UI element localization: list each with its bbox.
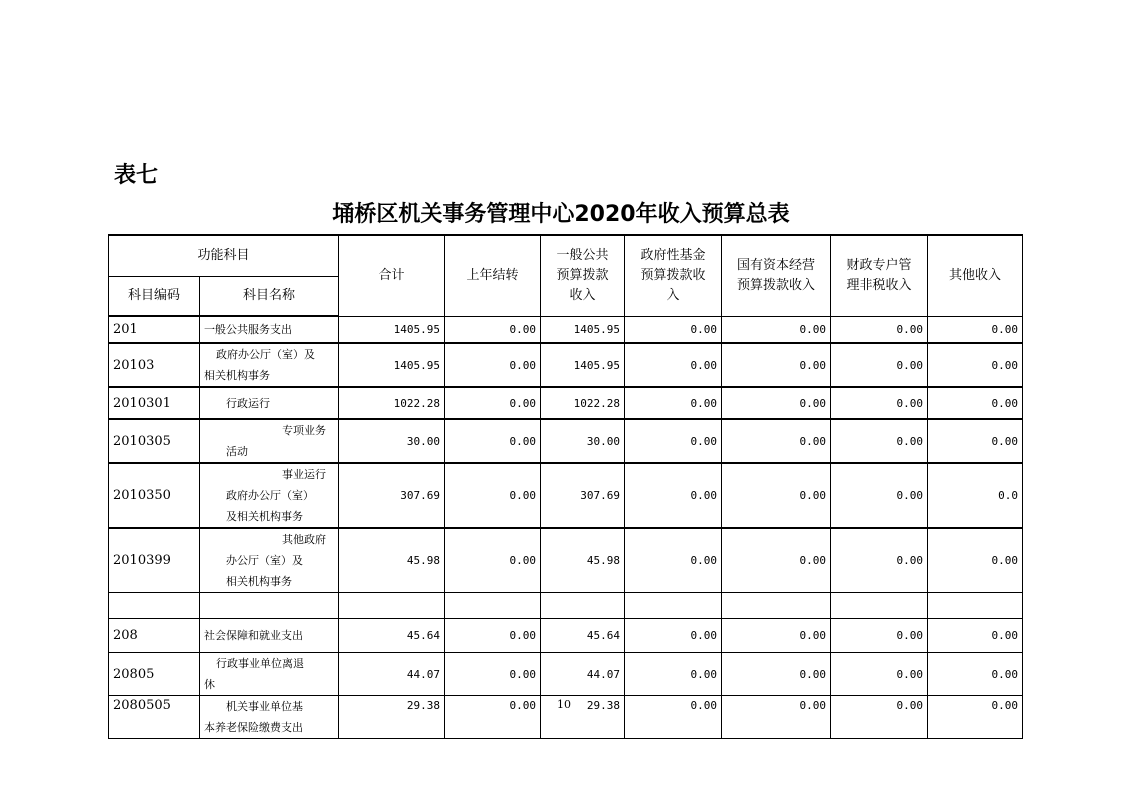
cell-general: 1405.95 (541, 343, 625, 387)
row-code: 2010350 (109, 463, 200, 528)
cell-gov-fund: 0.00 (625, 696, 722, 739)
cell-state: 0.00 (722, 619, 831, 653)
cell-gov-fund: 0.00 (625, 419, 722, 463)
cell-other: 0.00 (928, 387, 1023, 419)
header-other: 其他收入 (928, 235, 1023, 316)
table-row (109, 463, 1023, 528)
cell-carry: 0.00 (445, 343, 541, 387)
cell-special: 0.00 (831, 619, 928, 653)
cell-total: 307.69 (339, 463, 445, 528)
cell-total: 1405.95 (339, 343, 445, 387)
empty-cell (928, 593, 1023, 619)
row-code: 20805 (109, 653, 200, 696)
empty-cell (200, 593, 339, 619)
cell-state: 0.00 (722, 653, 831, 696)
cell-total: 29.38 (339, 696, 445, 739)
row-code: 2010305 (109, 419, 200, 463)
cell-gov-fund: 0.00 (625, 619, 722, 653)
cell-carry: 0.00 (445, 387, 541, 419)
cell-total: 1022.28 (339, 387, 445, 419)
cell-other: 0.00 (928, 316, 1023, 343)
table-row (109, 619, 1023, 653)
cell-special: 0.00 (831, 387, 928, 419)
cell-carry: 0.00 (445, 316, 541, 343)
table-row (109, 653, 1023, 696)
empty-row (109, 593, 1023, 619)
cell-other: 0.00 (928, 343, 1023, 387)
empty-cell (445, 593, 541, 619)
table-row (109, 343, 1023, 387)
row-name (200, 419, 339, 463)
cell-general: 45.64 (541, 619, 625, 653)
row-name-line: 社会保障和就业支出 (204, 629, 303, 642)
header-gov-fund-line1: 政府性基金 (640, 247, 706, 263)
empty-cell (722, 593, 831, 619)
cell-gov-fund: 0.00 (625, 528, 722, 593)
row-name-line: 一般公共服务支出 (204, 323, 292, 336)
row-name-line: 本养老保险缴费支出 (204, 721, 303, 734)
cell-gov-fund: 0.00 (625, 463, 722, 528)
row-code: 20103 (109, 343, 200, 387)
table-label: 表七 (114, 163, 159, 188)
cell-carry: 0.00 (445, 653, 541, 696)
cell-general: 30.00 (541, 419, 625, 463)
row-name-line: 政府办公厅（室）及 (216, 348, 315, 361)
header-general-line2: 预算拨款 (556, 267, 609, 283)
table-row (109, 419, 1023, 463)
header-func-group: 功能科目 (109, 235, 339, 277)
row-name-line: 其他政府 (282, 533, 327, 546)
table-row (109, 316, 1023, 343)
header-carry: 上年结转 (445, 235, 541, 316)
row-name-line: 机关事业单位基 (226, 700, 303, 713)
row-name (200, 387, 339, 419)
row-name (200, 463, 339, 528)
header-general-line1: 一般公共 (556, 247, 609, 263)
header-gov-fund-line2: 预算拨款收 (640, 267, 706, 283)
cell-other: 0.00 (928, 619, 1023, 653)
cell-other: 0.00 (928, 528, 1023, 593)
row-name-line: 办公厅（室）及 (226, 554, 303, 567)
cell-carry: 0.00 (445, 419, 541, 463)
row-code: 2080505 (109, 696, 200, 739)
cell-special: 0.00 (831, 528, 928, 593)
header-special-line1: 财政专户管 (846, 257, 912, 273)
cell-special: 0.00 (831, 696, 928, 739)
header-general-line3: 收入 (569, 287, 596, 303)
row-code: 2010301 (109, 387, 200, 419)
budget-table (108, 234, 1023, 739)
cell-special: 0.00 (831, 653, 928, 696)
empty-cell (541, 593, 625, 619)
cell-total: 45.98 (339, 528, 445, 593)
cell-gov-fund: 0.00 (625, 653, 722, 696)
empty-cell (109, 593, 200, 619)
row-name-line: 相关机构事务 (204, 369, 270, 382)
empty-cell (831, 593, 928, 619)
row-name-line: 行政事业单位离退 (216, 657, 304, 670)
row-name-line: 事业运行 (282, 468, 327, 481)
cell-total: 30.00 (339, 419, 445, 463)
cell-gov-fund: 0.00 (625, 316, 722, 343)
cell-state: 0.00 (722, 463, 831, 528)
header-general (541, 235, 625, 316)
cell-state: 0.00 (722, 696, 831, 739)
row-name-line: 专项业务 (282, 424, 327, 437)
cell-special: 0.00 (831, 343, 928, 387)
cell-gov-fund: 0.00 (625, 387, 722, 419)
cell-general: 1022.28 (541, 387, 625, 419)
table-row (109, 528, 1023, 593)
cell-total: 1405.95 (339, 316, 445, 343)
header-state (722, 235, 831, 316)
cell-general: 1405.95 (541, 316, 625, 343)
header-total: 合计 (339, 235, 445, 316)
document-title: 埇桥区机关事务管理中心2020年收入预算总表 (332, 202, 790, 227)
cell-other: 0.00 (928, 653, 1023, 696)
header-state-line1: 国有资本经营 (737, 257, 816, 273)
row-name (200, 316, 339, 343)
cell-other: 0.0 (928, 463, 1023, 528)
cell-state: 0.00 (722, 343, 831, 387)
row-name (200, 619, 339, 653)
cell-carry: 0.00 (445, 696, 541, 739)
cell-other: 0.00 (928, 419, 1023, 463)
cell-special: 0.00 (831, 419, 928, 463)
row-name-line: 政府办公厅（室） (226, 489, 314, 502)
header-special-line2: 理非税收入 (846, 277, 912, 293)
row-name-line: 休 (204, 678, 215, 691)
empty-cell (625, 593, 722, 619)
cell-gov-fund: 0.00 (625, 343, 722, 387)
header-gov-fund-line3: 入 (666, 287, 680, 303)
header-gov-fund (625, 235, 722, 316)
row-code: 201 (109, 316, 200, 343)
cell-carry: 0.00 (445, 463, 541, 528)
table-row (109, 387, 1023, 419)
header-code: 科目编码 (109, 277, 200, 317)
header-name: 科目名称 (200, 277, 339, 317)
cell-special: 0.00 (831, 463, 928, 528)
cell-other: 0.00 (928, 696, 1023, 739)
cell-state: 0.00 (722, 316, 831, 343)
empty-cell (339, 593, 445, 619)
cell-state: 0.00 (722, 528, 831, 593)
cell-special: 0.00 (831, 316, 928, 343)
row-code: 208 (109, 619, 200, 653)
row-name-line: 相关机构事务 (226, 575, 292, 588)
row-name-line: 行政运行 (226, 396, 270, 410)
cell-general: 44.07 (541, 653, 625, 696)
row-name-line: 及相关机构事务 (226, 510, 303, 523)
cell-state: 0.00 (722, 387, 831, 419)
row-name (200, 653, 339, 696)
cell-general: 307.69 (541, 463, 625, 528)
cell-total: 45.64 (339, 619, 445, 653)
cell-general: 45.98 (541, 528, 625, 593)
cell-general: 29.38 (541, 696, 625, 739)
cell-total: 44.07 (339, 653, 445, 696)
header-special (831, 235, 928, 316)
row-code: 2010399 (109, 528, 200, 593)
row-name (200, 343, 339, 387)
row-name (200, 696, 339, 739)
cell-carry: 0.00 (445, 528, 541, 593)
header-state-line2: 预算拨款收入 (737, 277, 816, 293)
row-name-line: 活动 (226, 445, 248, 458)
row-name (200, 528, 339, 593)
page-number: 10 (557, 698, 571, 711)
cell-state: 0.00 (722, 419, 831, 463)
cell-carry: 0.00 (445, 619, 541, 653)
